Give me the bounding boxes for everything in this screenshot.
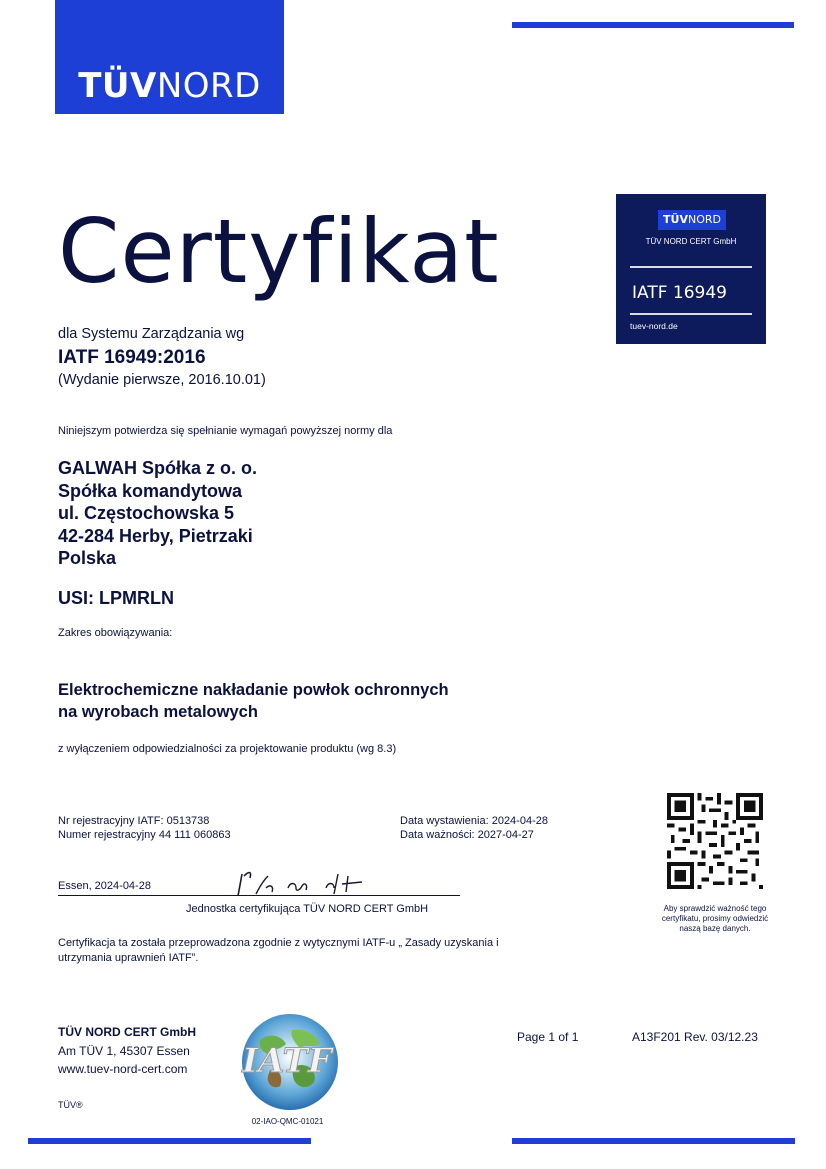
top-rule (512, 22, 794, 28)
usi-code: USI: LPMRLN (58, 588, 174, 608)
scope-exclusion: z wyłączeniem odpowiedzialności za projektowanie produktu (wg 8.3) (58, 743, 397, 755)
company-line: Polska (58, 548, 117, 568)
footer-address: Am TÜV 1, 45307 Essen (58, 1044, 190, 1058)
iatf-badge (616, 194, 766, 344)
scope-text (58, 679, 449, 723)
company-block (58, 457, 257, 570)
logo-text (55, 66, 284, 106)
badge-logo (658, 210, 726, 230)
company-line: Spółka komandytowa (58, 480, 243, 501)
iatf-number: Nr rejestracyjny IATF: 0513738 (58, 815, 210, 827)
badge-divider-top (630, 266, 752, 268)
scope-line: na wyrobach metalowych (58, 703, 258, 721)
edition-line: (Wydanie pierwsze, 2016.10.01) (58, 372, 266, 388)
footer-website[interactable]: www.tuev-nord-cert.com (58, 1062, 188, 1076)
certificate-title: Certyfikat (58, 200, 500, 303)
valid-date: Data ważności: 2027-04-27 (400, 829, 534, 841)
system-line: dla Systemu Zarządzania wg (58, 326, 245, 342)
bottom-rule-left (28, 1138, 311, 1144)
compliance-line: utrzymania uprawnień IATF”. (58, 952, 199, 964)
registration-number: Numer rejestracyjny 44 111 060863 (58, 829, 231, 841)
company-line: GALWAH Spółka z o. o. (58, 458, 258, 478)
tuv-mark: TÜV® (58, 1100, 83, 1110)
compliance-line: Certyfikacja ta została przeprowadzona zgodnie z wytycznymi IATF-u „ Zasady uzyskania i (58, 937, 499, 949)
logo-nord: NORD (156, 66, 261, 106)
qr-code (667, 793, 763, 889)
badge-divider-bottom (630, 313, 752, 315)
badge-standard: IATF 16949 (632, 283, 727, 303)
badge-logo-tuv: TÜV (663, 213, 688, 226)
iatf-logo-text: IATF (242, 1041, 332, 1081)
badge-logo-nord: NORD (687, 213, 721, 226)
place-date: Essen, 2024-04-28 (58, 880, 151, 892)
compliance-text (58, 936, 499, 966)
signature-line (58, 895, 460, 896)
scope-label: Zakres obowiązywania: (58, 627, 173, 639)
page-number: Page 1 of 1 (517, 1030, 579, 1044)
company-line: ul. Częstochowska 5 (58, 503, 235, 523)
scope-line: Elektrochemiczne nakładanie powłok ochronnych (58, 681, 449, 699)
bottom-rule-right (512, 1138, 795, 1144)
badge-company: TÜV NORD CERT GmbH (645, 237, 737, 246)
logo-tuv: TÜV (78, 66, 157, 106)
confirmation-text: Niniejszym potwierdza się spełnianie wymagań powyższej normy dla (58, 425, 393, 437)
issue-date: Data wystawienia: 2024-04-28 (400, 815, 548, 827)
standard-name: IATF 16949:2016 (58, 347, 206, 368)
iatf-code: 02-IAO-QMC-01021 (251, 1117, 324, 1126)
tuv-nord-logo (55, 0, 284, 114)
certification-unit: Jednostka certyfikująca TÜV NORD CERT GmbH (186, 903, 429, 915)
revision: A13F201 Rev. 03/12.23 (632, 1030, 758, 1044)
iatf-globe-logo (230, 1010, 345, 1120)
qr-note: Aby sprawdzić ważność tego certyfikatu, prosimy odwiedzić naszą bazę danych. (661, 904, 769, 933)
footer-company: TÜV NORD CERT GmbH (58, 1025, 196, 1039)
company-line: 42-284 Herby, Pietrzaki (58, 525, 253, 546)
badge-url: tuev-nord.de (630, 321, 678, 331)
